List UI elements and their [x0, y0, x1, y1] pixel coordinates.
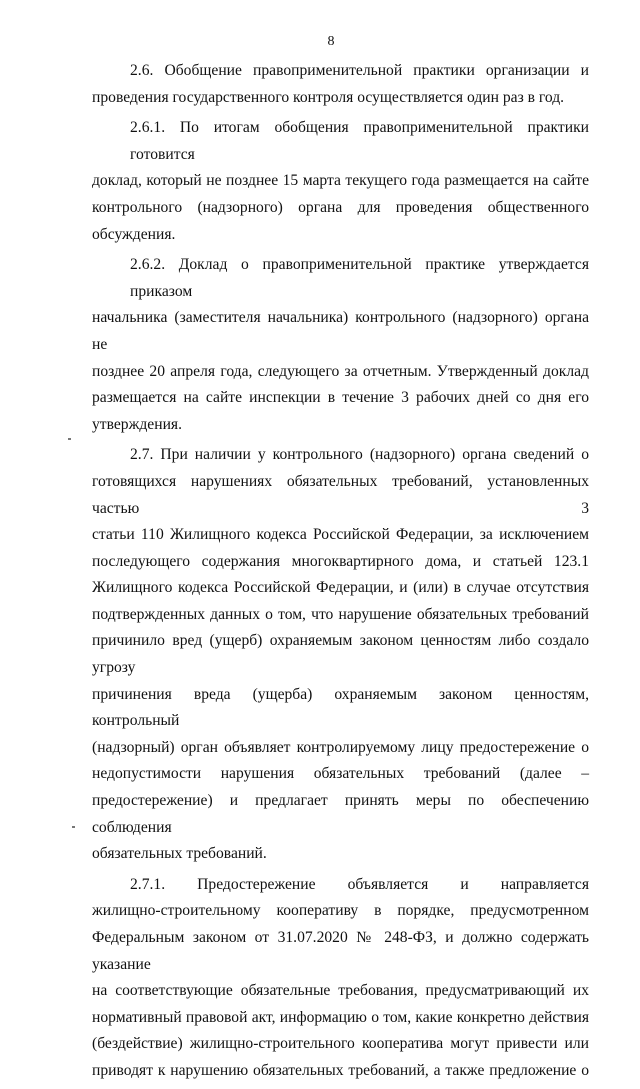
- text-line: нормативный правовой акт, информацию о том, какие конкретно действия: [92, 1008, 589, 1026]
- text-line: проведения государственного контроля осуществляется один раз в год.: [92, 88, 565, 106]
- scan-speck: [68, 438, 71, 440]
- text-line: жилищно-строительному кооперативу в порядке, предусмотренном: [92, 902, 589, 920]
- paragraph-2-7: [92, 442, 589, 868]
- text-line: обязательных требований.: [92, 845, 267, 863]
- text-line: доклад, который не позднее 15 марта текущего года размещается на сайте: [92, 172, 589, 190]
- text-line: готовящихся нарушениях обязательных требований, установленных частью 3: [92, 472, 589, 517]
- text-line: 2.7.1. Предостережение объявляется и направляется: [130, 875, 589, 893]
- text-line: причинило вред (ущерб) охраняемым законом ценностям либо создало угрозу: [92, 632, 589, 677]
- text-line: размещается на сайте инспекции в течение 3 рабочих дней со дня его: [92, 389, 589, 407]
- text-line: контрольного (надзорного) органа для проведения общественного: [92, 198, 589, 216]
- paragraph-2-6-2: [92, 252, 589, 438]
- text-line: подтвержденных данных о том, что нарушение обязательных требований: [92, 605, 589, 623]
- text-line: 2.6.2. Доклад о правоприменительной практике утверждается приказом: [130, 256, 589, 300]
- page-number: 8: [327, 34, 335, 49]
- text-line: обсуждения.: [92, 225, 176, 243]
- text-line: Жилищного кодекса Российской Федерации, и (или) в случае отсутствия: [92, 579, 589, 597]
- text-line: статьи 110 Жилищного кодекса Российской Федерации, за исключением: [92, 526, 589, 544]
- paragraph-2-6-1: [92, 115, 589, 248]
- text-line: 2.7. При наличии у контрольного (надзорного) органа сведений о: [130, 446, 589, 464]
- paragraph-2-7-1: [92, 872, 589, 1085]
- text-line: (бездействие) жилищно-строительного кооператива могут привести или: [92, 1035, 589, 1053]
- text-line: предостережение) и предлагает принять меры по обеспечению соблюдения: [92, 792, 589, 836]
- scan-speck: [72, 826, 75, 828]
- text-line: Федеральным законом от 31.07.2020 № 248-ФЗ, и должно содержать указание: [92, 929, 589, 973]
- text-line: последующего содержания многоквартирного дома, и статьей 123.1: [92, 552, 589, 570]
- text-line: (надзорный) орган объявляет контролируемому лицу предостережение о: [92, 738, 589, 756]
- document-body: [92, 58, 589, 1089]
- paragraph-2-6: [92, 58, 589, 111]
- text-line: 2.6.1. По итогам обобщения правоприменительной практики готовится: [130, 119, 589, 163]
- text-line: начальника (заместителя начальника) контрольного (надзорного) органа не: [92, 309, 589, 353]
- text-line: на соответствующие обязательные требования, предусматривающий их: [92, 982, 589, 1000]
- text-line: позднее 20 апреля года, следующего за отчетным. Утвержденный доклад: [92, 362, 589, 380]
- text-line: 2.6. Обобщение правоприменительной практики организации и: [130, 62, 589, 79]
- text-line: приводят к нарушению обязательных требований, а также предложение о: [92, 1061, 589, 1079]
- text-line: недопустимости нарушения обязательных требований (далее –: [92, 765, 589, 783]
- text-line: утверждения.: [92, 415, 182, 433]
- text-line: причинения вреда (ущерба) охраняемым законом ценностям, контрольный: [92, 685, 589, 730]
